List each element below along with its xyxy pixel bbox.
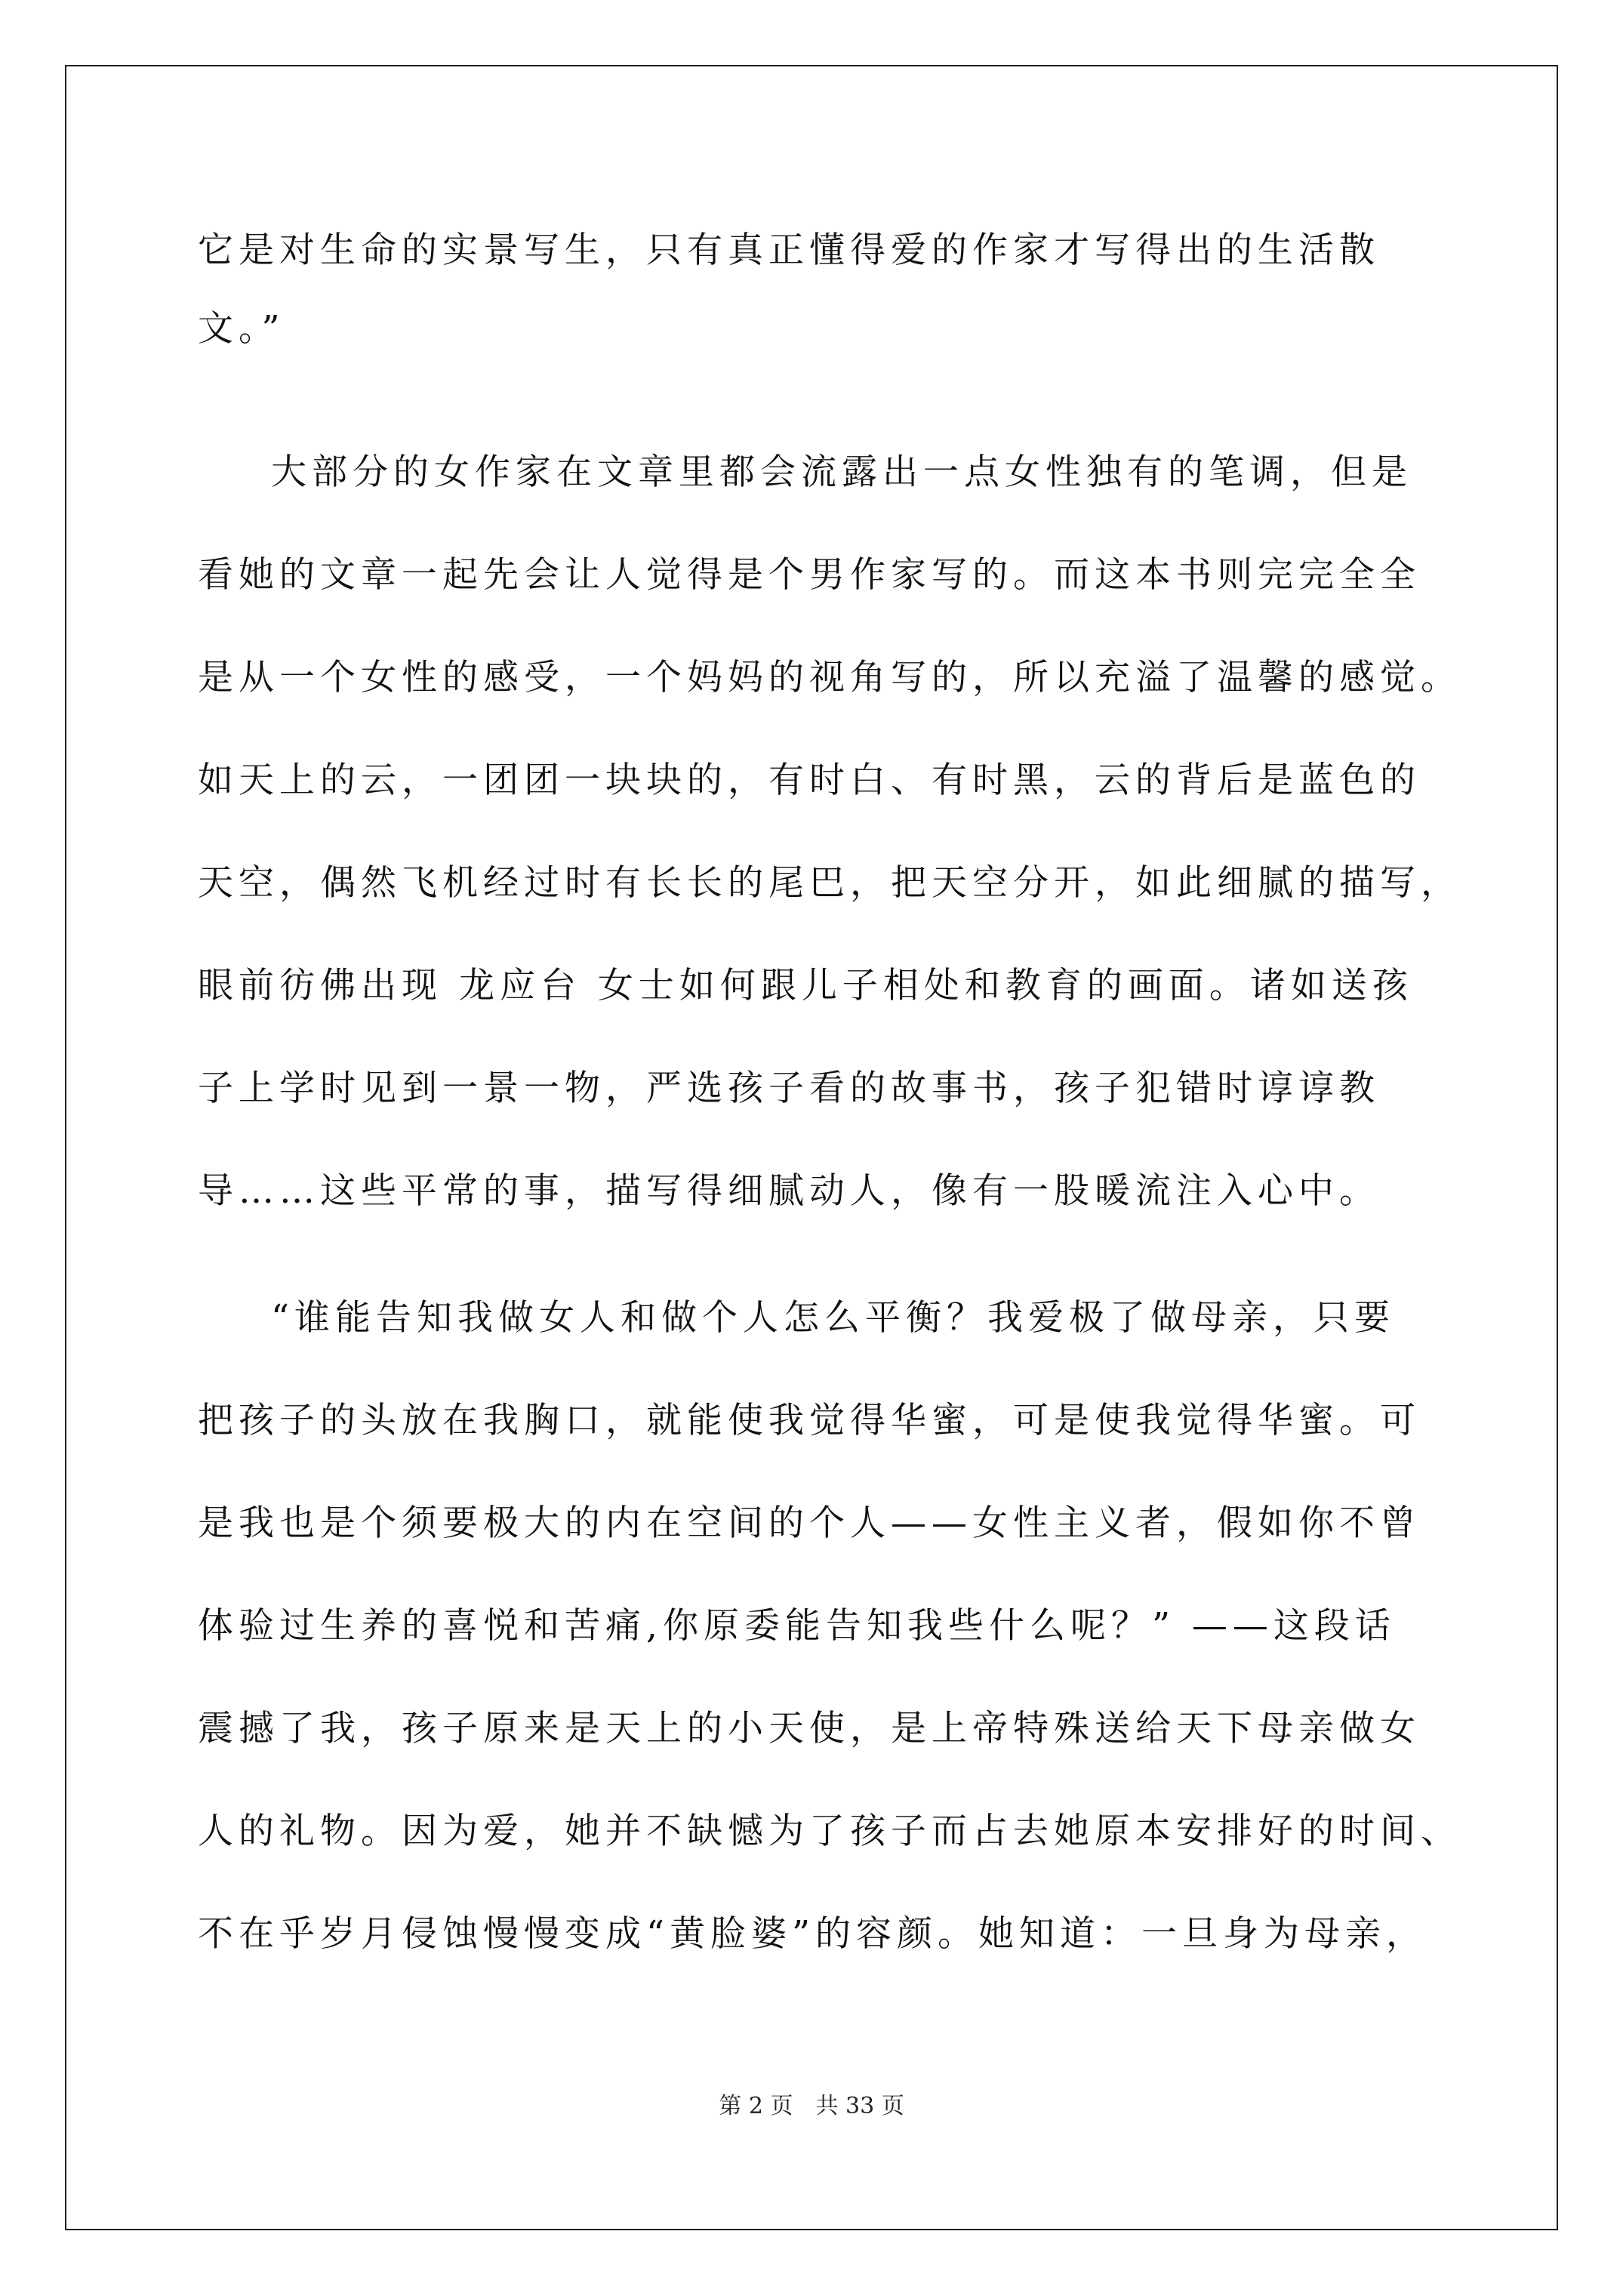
page-total: 共 33 页 [815,2093,904,2119]
text-line: 人的礼物。因为爱，她并不缺憾为了孩子而占去她原本安排好的时间、 [198,1811,1461,1852]
text-line: 眼前彷佛出现 龙应台 女士如何跟儿子相处和教育的画面。诸如送孩 [198,965,1413,1006]
page-border [65,65,1558,2230]
paragraph-start-line: 大部分的女作家在文章里都会流露出一点女性独有的笔调，但是 [271,451,1412,493]
text-line: 天空，偶然飞机经过时有长长的尾巴，把天空分开，如此细腻的描写， [198,862,1461,904]
paragraph-start-line: “谁能告知我做女人和做个人怎么平衡？我爱极了做母亲，只要 [271,1297,1396,1339]
text-line: 导……这些平常的事，描写得细腻动人，像有一股暖流注入心中。 [198,1170,1380,1212]
text-line: 它是对生命的实景写生，只有真正懂得爱的作家才写得出的生活散 [198,230,1380,271]
text-line: 震撼了我，孩子原来是天上的小天使，是上帝特殊送给天下母亲做女 [198,1708,1421,1749]
page-number: 第 2 页 [719,2093,793,2119]
text-line: 不在乎岁月侵蚀慢慢变成“黄脸婆”的容颜。她知道：一旦身为母亲， [198,1913,1427,1955]
text-line: 体验过生养的喜悦和苦痛,你原委能告知我些什么呢？” ——这段话 [198,1605,1396,1647]
text-line: 是我也是个须要极大的内在空间的个人——女性主义者，假如你不曾 [198,1502,1421,1544]
text-line: 文。” [198,308,285,350]
text-line: 如天上的云，一团团一块块的，有时白、有时黑，云的背后是蓝色的 [198,760,1421,801]
text-line: 看她的文章一起先会让人觉得是个男作家写的。而这本书则完完全全 [198,554,1421,596]
text-line: 子上学时见到一景一物，严选孩子看的故事书，孩子犯错时谆谆教 [198,1068,1380,1109]
text-line: 是从一个女性的感受，一个妈妈的视角写的，所以充溢了温馨的感觉。 [198,657,1461,698]
text-line: 把孩子的头放在我胸口，就能使我觉得华蜜，可是使我觉得华蜜。可 [198,1400,1421,1441]
page-footer [0,2091,1623,2122]
